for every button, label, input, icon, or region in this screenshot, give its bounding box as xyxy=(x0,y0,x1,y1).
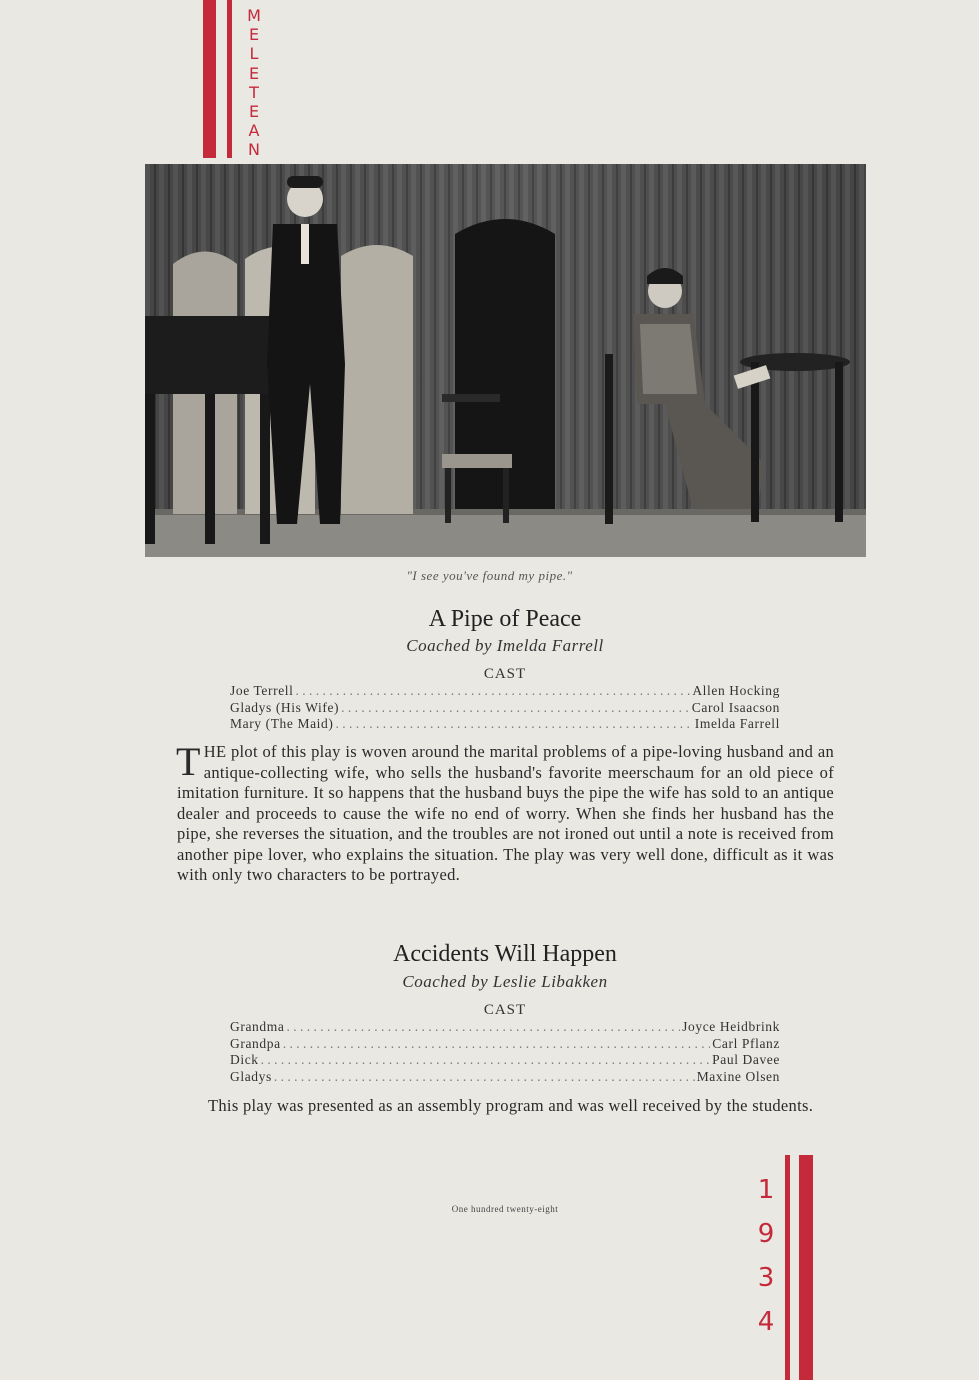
photo-caption: "I see you've found my pipe." xyxy=(406,568,573,583)
cast-row xyxy=(230,700,780,717)
cast-row xyxy=(230,1052,780,1069)
cast-actor: Allen Hocking xyxy=(692,683,780,698)
play-title: Accidents Will Happen xyxy=(393,941,617,967)
publication-letter: T xyxy=(249,82,259,102)
cast-row xyxy=(230,683,780,700)
cast-role: Grandma xyxy=(230,1019,285,1034)
cast-actor: Maxine Olsen xyxy=(696,1068,780,1084)
cast-heading: CAST xyxy=(483,666,527,682)
year-vertical xyxy=(752,1168,780,1344)
publication-letter: E xyxy=(248,102,260,122)
cast-role: Gladys (His Wife) xyxy=(230,699,340,715)
cast-actor: Joyce Heidbrink xyxy=(682,1019,780,1034)
publication-letter: E xyxy=(248,63,260,83)
cast-role: Mary (The Maid) xyxy=(230,716,334,731)
year-digit: 3 xyxy=(757,1263,775,1293)
cast-heading: CAST xyxy=(483,1002,527,1018)
cast-role: Grandpa xyxy=(230,1035,281,1051)
footer-accent-bar-thin xyxy=(785,1155,790,1380)
year-digit: 4 xyxy=(757,1307,775,1337)
play-description-text: This play was presented as an assembly program and was well received by the students. xyxy=(208,1096,814,1115)
cast-role: Joe Terrell xyxy=(230,683,294,698)
year-digit: 1 xyxy=(757,1175,775,1205)
publication-letter: M xyxy=(247,6,261,25)
publication-letter: N xyxy=(248,140,260,160)
publication-name-vertical xyxy=(244,6,264,160)
play-title: A Pipe of Peace xyxy=(428,606,582,632)
dot-leader xyxy=(335,716,692,732)
cast-row xyxy=(230,1069,780,1086)
cast-actor: Imelda Farrell xyxy=(694,716,780,731)
dot-leader xyxy=(341,700,690,716)
dot-leader xyxy=(296,683,691,699)
dot-leader xyxy=(261,1052,710,1068)
cast-row xyxy=(230,1019,780,1036)
cast-actor: Paul Davee xyxy=(712,1052,780,1067)
play-coach: Coached by Imelda Farrell xyxy=(406,636,604,655)
cast-list xyxy=(230,1019,780,1085)
drop-cap: T xyxy=(176,739,201,784)
stage-photo xyxy=(145,164,866,557)
cast-actor: Carl Pflanz xyxy=(712,1035,780,1051)
cast-row xyxy=(230,1036,780,1053)
header-accent-bar-thick xyxy=(203,0,216,158)
play-coach: Coached by Leslie Libakken xyxy=(402,972,608,991)
dot-leader xyxy=(274,1069,695,1085)
cast-role: Gladys xyxy=(230,1068,272,1084)
year-digit: 9 xyxy=(757,1219,775,1249)
dot-leader xyxy=(283,1036,711,1052)
cast-list xyxy=(230,683,780,733)
publication-letter: L xyxy=(249,44,259,64)
page-number-label: One hundred twenty-eight xyxy=(451,1204,559,1214)
play-description xyxy=(176,739,834,886)
footer-accent-bar-thick xyxy=(799,1155,813,1380)
publication-letter: A xyxy=(248,121,260,141)
cast-row xyxy=(230,716,780,733)
play-description-text: HE plot of this play is woven around the marital problems of a pipe-loving husband and an antique-collecting wife, who sells the husband's favorite meerschaum for an old piece of imitation furniture. It so happens that the husband buys the pipe the wife has sold to an antique dealer and proceeds to cause the wife no end of worry. When she finds her husband has the pipe, she reverses the situation, and the troubles are not ironed out until a note is received from another pipe lover, who explains the situation. The play was very well done, difficult as it was with only two characters to be portrayed. xyxy=(177,742,834,884)
cast-role: Dick xyxy=(230,1052,259,1067)
dot-leader xyxy=(286,1019,680,1035)
play-description xyxy=(177,1096,834,1117)
cast-actor: Carol Isaacson xyxy=(691,699,780,715)
header-accent-bar-thin xyxy=(227,0,232,158)
publication-letter: E xyxy=(248,25,260,45)
